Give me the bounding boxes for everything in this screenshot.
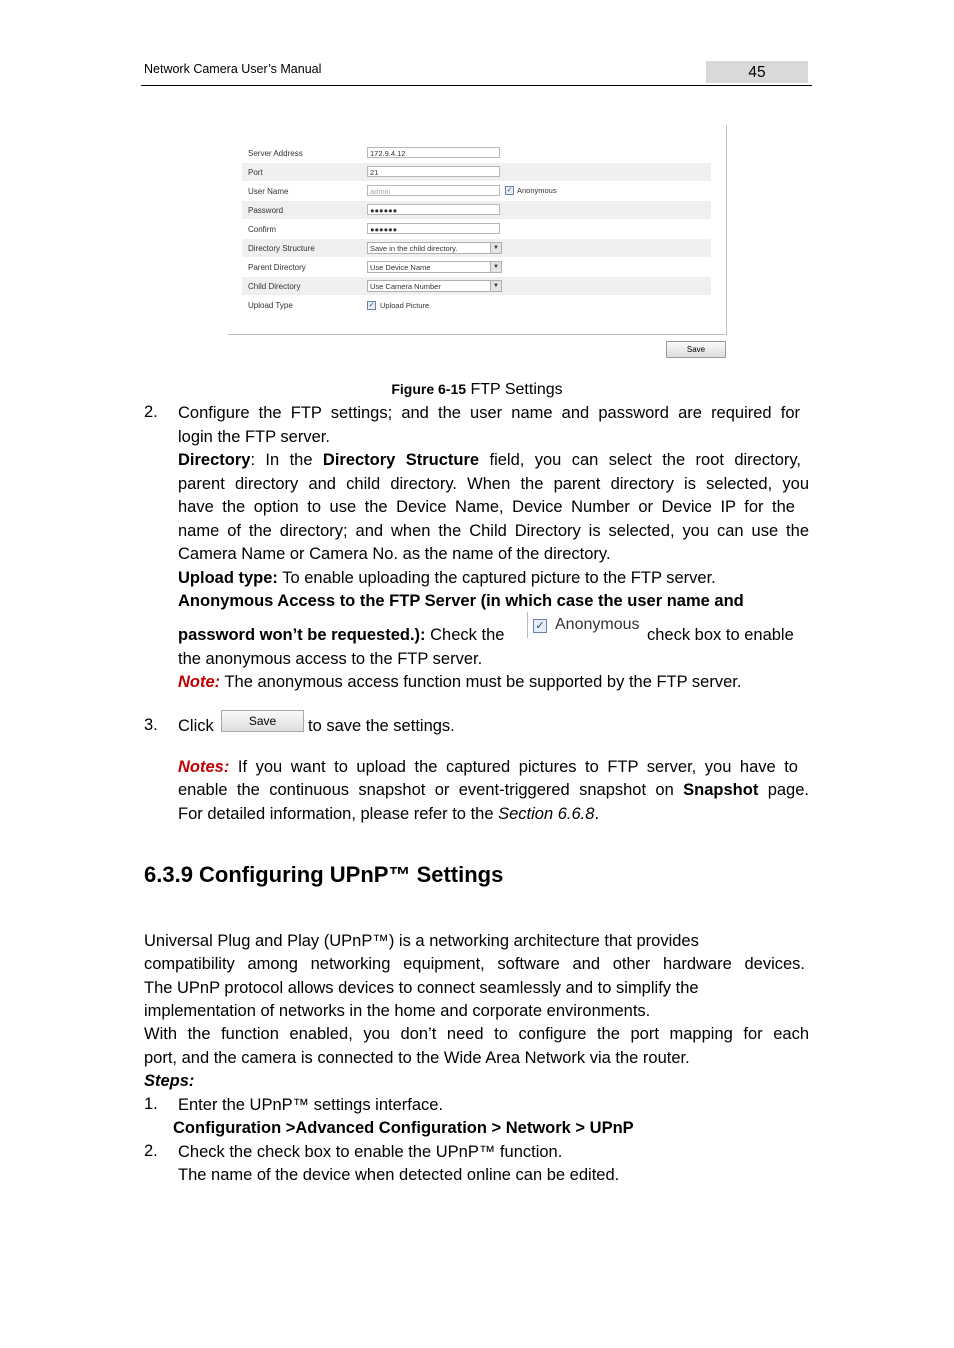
server-address-label: Server Address xyxy=(248,149,303,158)
directory-structure-select[interactable] xyxy=(367,242,502,254)
chevron-down-icon: ▼ xyxy=(490,243,501,253)
upnp-para-line5: With the function enabled, you don’t need to configure the port mapping for each xyxy=(144,1025,809,1043)
directory-line2: parent directory and child directory. When the parent directory is selected, you xyxy=(178,475,809,493)
upload-type-label: Upload Type xyxy=(248,301,293,310)
anonymous-line3: the anonymous access to the FTP server. xyxy=(178,650,483,668)
step-3-click: Click xyxy=(178,717,214,735)
upnp-step-2-number: 2. xyxy=(144,1142,158,1160)
ftp-settings-figure xyxy=(228,125,727,335)
directory-line5: Camera Name or Camera No. as the name of the directory. xyxy=(178,545,611,563)
upnp-para-line4: implementation of networks in the home and corporate environments. xyxy=(144,1002,651,1020)
upnp-step-1-number: 1. xyxy=(144,1095,158,1113)
chevron-down-icon: ▼ xyxy=(490,281,501,291)
parent-directory-label: Parent Directory xyxy=(248,263,306,272)
save-button-icon: Save xyxy=(221,710,304,732)
directory-text-a: : In the xyxy=(250,451,313,469)
confirm-input[interactable]: ●●●●●● xyxy=(367,223,500,234)
anonymous-checkbox[interactable]: ✓ xyxy=(506,187,513,194)
notes-text1: If you want to upload the captured pictures to FTP server, you have to xyxy=(237,758,798,776)
step-2-line2: login the FTP server. xyxy=(178,428,330,446)
directory-structure-value: Save in the child directory. xyxy=(370,244,458,253)
caption-text: FTP Settings xyxy=(470,381,563,398)
upload-picture-label: Upload Picture xyxy=(380,301,430,310)
note-label: Note: xyxy=(178,673,221,691)
directory-line4: name of the directory; and when the Child Directory is selected, you can use the xyxy=(178,522,809,540)
upnp-step-1: Enter the UPnP™ settings interface. xyxy=(178,1096,444,1114)
notes-label: Notes: xyxy=(178,758,230,776)
port-label: Port xyxy=(248,168,263,177)
child-directory-label: Child Directory xyxy=(248,282,301,291)
section-heading: 6.3.9 Configuring UPnP™ Settings xyxy=(144,862,504,887)
password-row xyxy=(242,201,711,219)
step-2-number: 2. xyxy=(144,403,158,421)
figure-caption xyxy=(0,381,954,399)
directory-line3: have the option to use the Device Name, Device Number or Device IP for the xyxy=(178,498,795,516)
password-input[interactable]: ●●●●●● xyxy=(367,204,500,215)
confirm-row xyxy=(242,220,711,238)
caption-prefix: Figure 6-15 xyxy=(391,381,467,397)
upnp-para-line2: compatibility among networking equipment, software and other hardware devices. xyxy=(144,955,805,973)
directory-structure-row xyxy=(242,239,711,257)
upnp-para-line3: The UPnP protocol allows devices to connect seamlessly and to simplify the xyxy=(144,979,699,997)
upnp-menu-path: Configuration >Advanced Configuration > Network > UPnP xyxy=(173,1119,634,1137)
step-3-number: 3. xyxy=(144,716,158,734)
step-3-rest: to save the settings. xyxy=(308,717,455,735)
directory-line1 xyxy=(178,449,801,473)
steps-label: Steps: xyxy=(144,1072,195,1090)
user-name-row xyxy=(242,182,711,200)
chevron-down-icon: ▼ xyxy=(490,262,501,272)
upnp-step-2: Check the check box to enable the UPnP™ function. xyxy=(178,1143,563,1161)
directory-structure-label: Directory Structure xyxy=(248,244,315,253)
upnp-step-2b: The name of the device when detected online can be edited. xyxy=(178,1166,620,1184)
notes-text2a: enable the continuous snapshot or event-triggered snapshot on xyxy=(178,781,674,799)
child-directory-select[interactable] xyxy=(367,280,502,292)
upload-type-row xyxy=(242,296,711,314)
upload-picture-checkbox[interactable]: ✓ xyxy=(368,302,375,309)
user-name-input[interactable]: admin xyxy=(367,185,500,196)
notes-line3 xyxy=(178,803,599,827)
snapshot-term: Snapshot xyxy=(683,781,759,799)
notes-line1 xyxy=(178,756,798,780)
upnp-para-line6: port, and the camera is connected to the Wide Area Network via the router. xyxy=(144,1049,690,1067)
anonymous-checkbox-label: Anonymous xyxy=(517,186,557,195)
manual-title: Network Camera User’s Manual xyxy=(144,62,322,76)
notes-text2b: page. xyxy=(767,781,809,799)
anonymous-line1: Anonymous Access to the FTP Server (in which case the user name and xyxy=(178,592,744,610)
notes-line2 xyxy=(178,779,809,803)
section-reference: Section 6.6.8 xyxy=(498,805,595,823)
upload-type-term: Upload type: xyxy=(178,569,278,587)
notes-text3b: . xyxy=(594,805,600,823)
child-directory-row xyxy=(242,277,711,295)
anonymous-text-a: Check the xyxy=(430,626,505,644)
upload-type-line xyxy=(178,567,716,591)
parent-directory-select[interactable] xyxy=(367,261,502,273)
notes-text3a: For detailed information, please refer to the xyxy=(178,805,494,823)
upload-type-text: To enable uploading the captured picture to the FTP server. xyxy=(282,569,716,587)
anonymous-icon-label: Anonymous xyxy=(555,616,640,633)
anonymous-line2a xyxy=(178,624,504,648)
page-number: 45 xyxy=(706,61,808,83)
password-label: Password xyxy=(248,206,284,215)
directory-label: Directory xyxy=(178,451,251,469)
header-rule xyxy=(141,85,812,86)
server-address-input[interactable]: 172.9.4.12 xyxy=(367,147,500,158)
anonymous-line2b: check box to enable xyxy=(647,626,794,644)
port-input[interactable]: 21 xyxy=(367,166,500,177)
port-row xyxy=(242,163,711,181)
upnp-para-line1: Universal Plug and Play (UPnP™) is a networking architecture that provides xyxy=(144,932,699,950)
step-2-line1: Configure the FTP settings; and the user name and password are required for xyxy=(178,404,800,422)
anonymous-term: password won’t be requested.): xyxy=(178,626,426,644)
directory-structure-term: Directory Structure xyxy=(322,451,480,469)
note-line xyxy=(178,671,741,695)
directory-text-b: field, you can select the root directory, xyxy=(489,451,801,469)
server-address-row xyxy=(242,144,711,162)
user-name-label: User Name xyxy=(248,187,289,196)
confirm-label: Confirm xyxy=(248,225,277,234)
checkbox-icon: ✓ xyxy=(533,619,547,633)
child-directory-value: Use Camera Number xyxy=(370,282,441,291)
note-text: The anonymous access function must be supported by the FTP server. xyxy=(224,673,742,691)
anonymous-checkbox-icon xyxy=(527,612,639,638)
parent-directory-value: Use Device Name xyxy=(370,263,431,272)
parent-directory-row xyxy=(242,258,711,276)
save-button[interactable]: Save xyxy=(666,341,726,358)
icon-edge xyxy=(527,612,528,638)
